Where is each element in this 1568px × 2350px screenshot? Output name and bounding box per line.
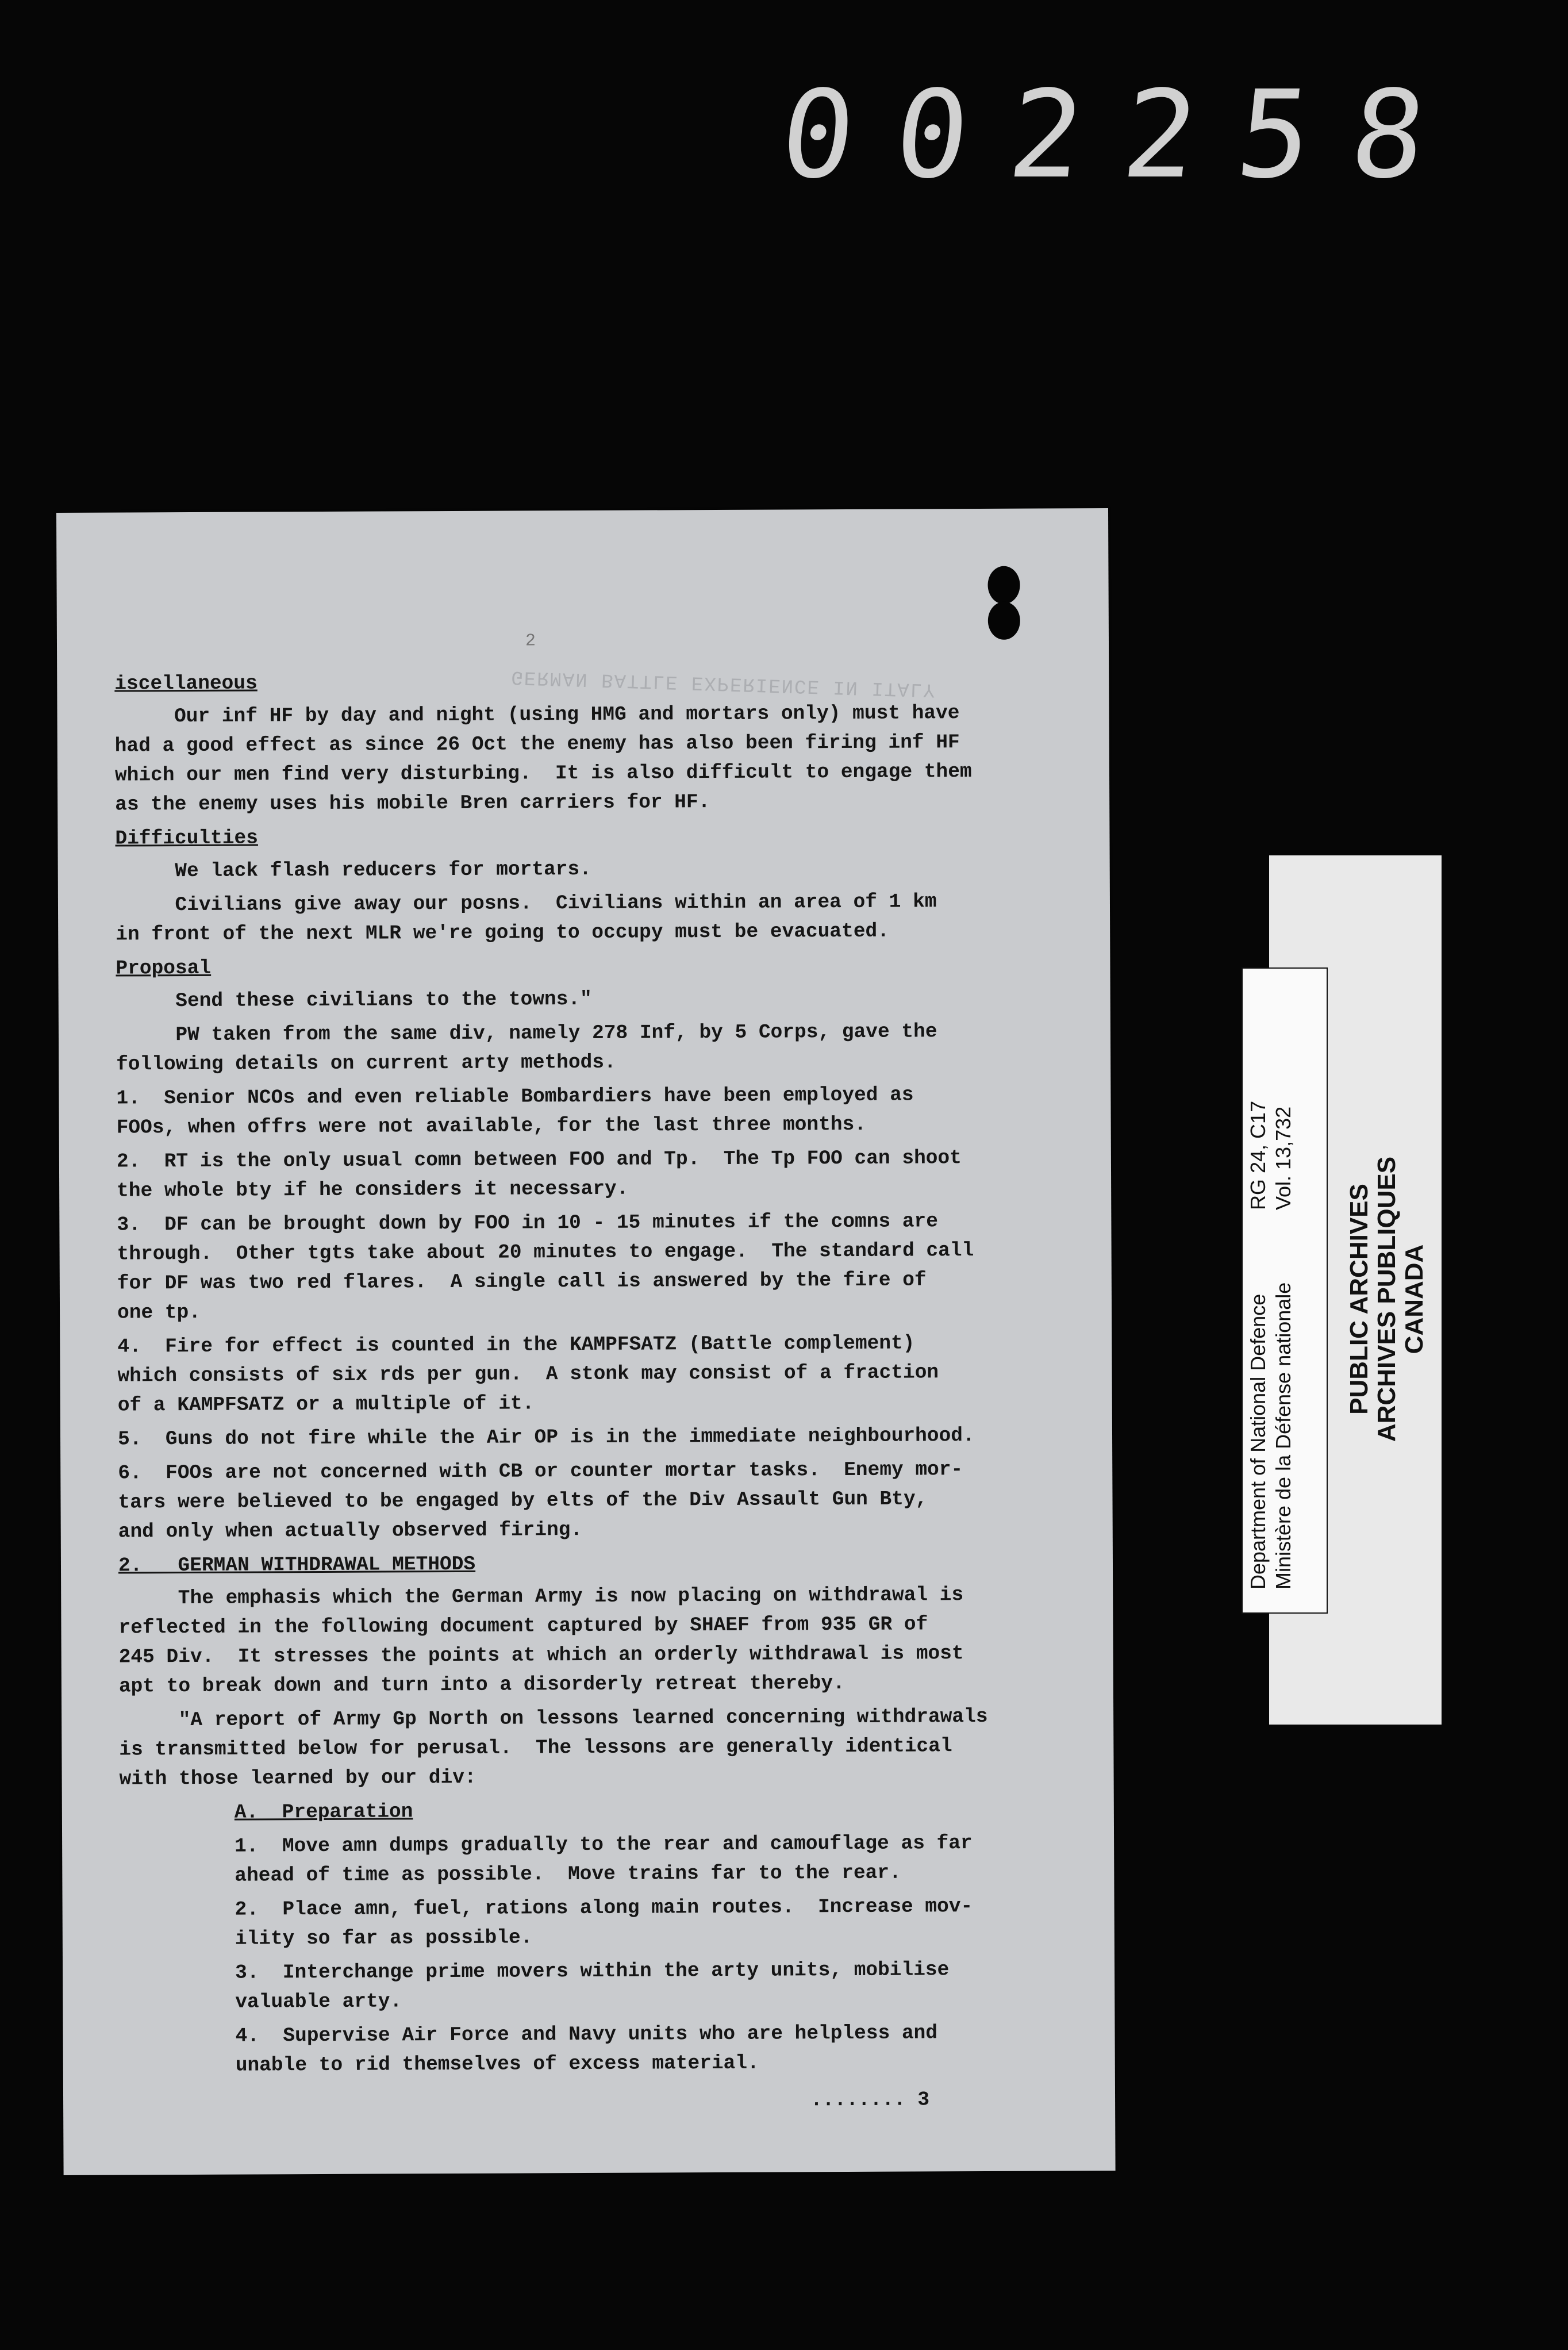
document-body — [114, 661, 1092, 2118]
department-en: Department of National Defence — [1246, 1293, 1270, 1589]
numbered-item: 2. RT is the only usual comn between FOO and Tp. The Tp FOO can shoot the whole bty if he considers it necessary. — [116, 1147, 962, 1203]
numbered-item: 6. FOOs are not concerned with CB or counter mortar tasks. Enemy mor- tars were believed to be engaged by elts of the Div Assault Gun Bty, and only when actually observed firing. — [118, 1458, 963, 1543]
sub-item: 3. Interchange prime movers within the arty units, mobilise valuable arty. — [235, 1959, 950, 2014]
paragraph: Send these civilians to the towns." — [116, 988, 592, 1013]
paragraph: PW taken from the same div, namely 278 Inf, by 5 Corps, gave the following details on current arty methods. — [116, 1020, 937, 1076]
section-heading: Proposal — [116, 957, 212, 980]
punch-hole — [988, 602, 1020, 640]
sub-item: 1. Move amn dumps gradually to the rear and camouflage as far ahead of time as possible. Move trains far to the rear. — [235, 1832, 973, 1887]
continuation-marker: ........ 3 — [810, 2088, 930, 2112]
section-heading: Difficulties — [115, 827, 259, 850]
numbered-item: 5. Guns do not fire while the Air OP is in the immediate neighbourhood. — [117, 1424, 975, 1451]
volume-number: Vol. 13,732 — [1271, 1106, 1295, 1210]
bleed-through-text: GERMAN BATTLE EXPERIENCE IN ITALY — [510, 665, 937, 701]
section-heading: iscellaneous — [114, 672, 258, 696]
paragraph: "A report of Army Gp North on lessons learned concerning withdrawals is transmitted below for perusal. The lessons are generally identical with those learned by our div: — [119, 1705, 988, 1791]
paragraph: The emphasis which the German Army is now placing on withdrawal is reflected in the following document captured by SHAEF from 935 GR of 245 Div. It stresses the points at which an orderly withdrawal is most apt to break down and turn into a disorderly retreat thereby. — [118, 1584, 964, 1698]
sub-item: 4. Supervise Air Force and Navy units who are helpless and unable to rid themselves of excess material. — [235, 2022, 938, 2077]
archive-reference-label — [1242, 967, 1328, 1614]
page-number: 2 — [525, 631, 536, 651]
punch-hole — [987, 566, 1020, 604]
numbered-item: 4. Fire for effect is counted in the KAMPFSATZ (Battle complement) which consists of six rds per gun. A stonk may consist of a fraction of a KAMPFSATZ or a multiple of it. — [117, 1332, 939, 1417]
department-fr: Ministère de la Défense nationale — [1271, 1282, 1295, 1589]
frame-number: 002258 — [774, 64, 1474, 205]
paragraph: We lack flash reducers for mortars. — [115, 858, 591, 883]
paragraph: Civilians give away our posns. Civilians within an area of 1 km in front of the next MLR we're going to occupy must be evacuated. — [115, 890, 937, 946]
numbered-item: 3. DF can be brought down by FOO in 10 - 15 minutes if the comns are through. Other tgts take about 20 minutes to engage. The standard call for DF was two red flares. A single call is answered by the fire of one tp. — [117, 1210, 974, 1324]
archive-stamp: PUBLIC ARCHIVES ARCHIVES PUBLIQUES CANADA — [1345, 1156, 1428, 1442]
numbered-item: 1. Senior NCOs and even reliable Bombardiers have been employed as FOOs, when offrs were not available, for the last three months. — [116, 1084, 914, 1139]
document-page — [56, 508, 1116, 2175]
subheading: A. Preparation — [234, 1800, 413, 1824]
record-group: RG 24, C17 — [1246, 1100, 1270, 1210]
section-heading: 2. GERMAN WITHDRAWAL METHODS — [118, 1553, 476, 1577]
paragraph: Our inf HF by day and night (using HMG and mortars only) must have had a good effect as since 26 Oct the enemy has also been firing inf HF which our men find very disturbing. It is also difficult to engage them as the enemy uses his mobile Bren carriers for HF. — [114, 702, 972, 816]
sub-item: 2. Place amn, fuel, rations along main routes. Increase mov- ility so far as possible. — [235, 1895, 973, 1950]
